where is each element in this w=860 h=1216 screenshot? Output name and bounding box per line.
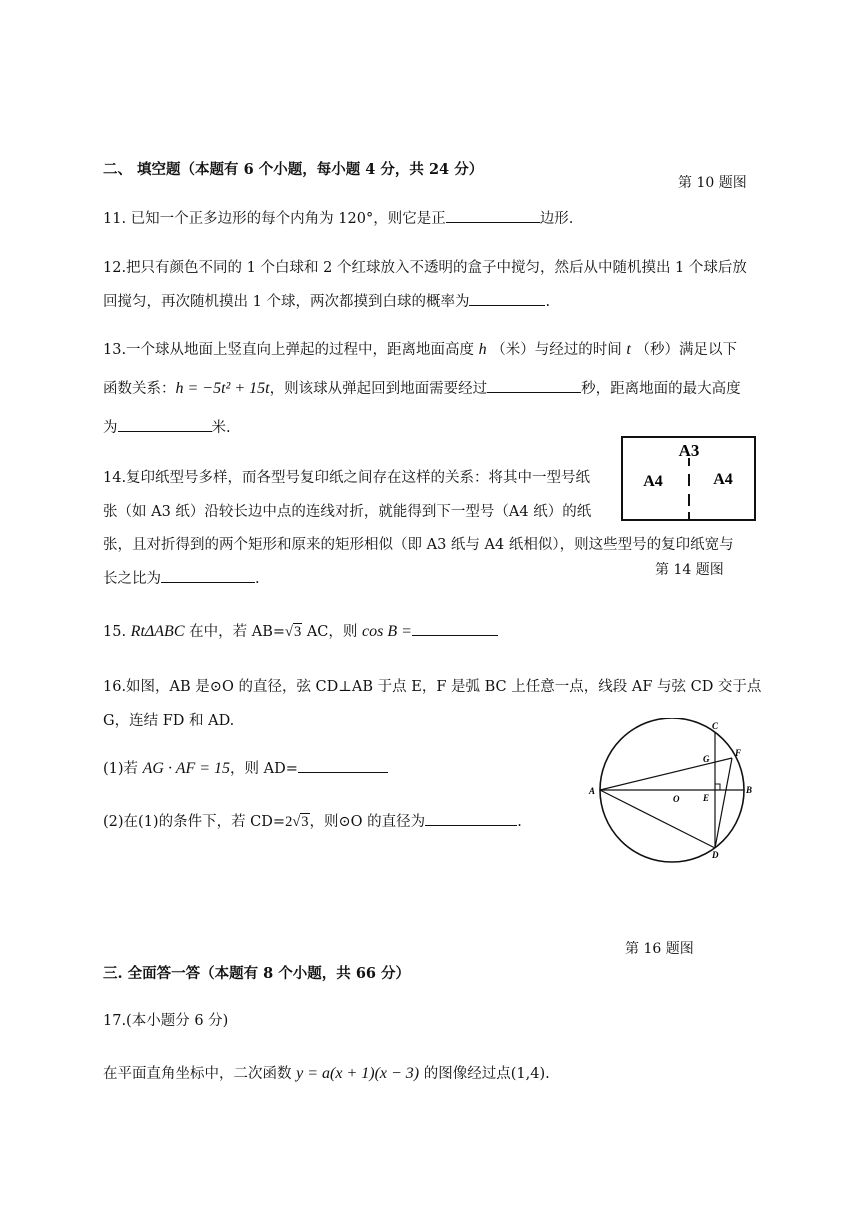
q17-text-b: 的图像经过点(1,4). bbox=[419, 1066, 550, 1082]
q16-p1-text-a: (1)若 bbox=[103, 761, 143, 777]
q16-part-1 bbox=[103, 757, 388, 778]
q14-line-3: 张，且对折得到的两个矩形和原来的矩形相似（即 A3 纸与 A4 纸相似），则这些型号的复印纸宽与 bbox=[103, 537, 734, 553]
question-11 bbox=[103, 207, 573, 228]
q15-radicand: 3 bbox=[293, 624, 302, 640]
section-2-title: 二、 填空题（本题有 6 个小题，每小题 4 分，共 24 分） bbox=[103, 161, 484, 178]
segment-af bbox=[600, 758, 732, 790]
segment-ad bbox=[600, 790, 715, 848]
question-15: 15. RtΔABC 在中，若 AB=√3 AC，则 cos B = bbox=[103, 620, 498, 641]
q16-p2-end: . bbox=[517, 814, 522, 830]
q13-var-h: h bbox=[478, 341, 487, 358]
q12-line-1: 12.把只有颜色不同的 1 个白球和 2 个红球放入不透明的盒子中搅匀，然后从中随机摸出 1 个球后放 bbox=[103, 260, 747, 276]
q11-suffix: 边形. bbox=[539, 211, 574, 227]
q13-line-3 bbox=[103, 416, 231, 437]
figure-16 bbox=[586, 718, 756, 866]
q17-formula: y = a(x + 1)(x − 3) bbox=[296, 1065, 420, 1082]
q14-line-4-text: 长之比为 bbox=[103, 571, 161, 587]
q13-text-e: ，则该球从弹起回到地面需要经过 bbox=[269, 381, 488, 397]
q12-end: . bbox=[545, 294, 551, 310]
q17-head: 17.(本小题分 6 分) bbox=[103, 1013, 229, 1029]
q16-line-2: G，连结 FD 和 AD. bbox=[103, 713, 235, 729]
q13-text-a: 13.一个球从地面上竖直向上弹起的过程中，距离地面高度 bbox=[103, 342, 475, 358]
q13-answer-blank-1[interactable] bbox=[487, 377, 581, 393]
q12-line-2-text: 回搅匀，再次随机摸出 1 个球，两次都摸到白球的概率为 bbox=[103, 294, 470, 310]
q16-p2-text-b: ，则⊙O 的直径为 bbox=[309, 814, 426, 830]
q13-text-b: （米）与经过的时间 bbox=[491, 342, 622, 358]
label-a3: A3 bbox=[678, 441, 700, 460]
section-3-title: 三. 全面答一答（本题有 8 个小题，共 66 分） bbox=[103, 965, 411, 982]
q13-formula: h = −5t² + 15t bbox=[175, 380, 270, 397]
q11-answer-blank[interactable] bbox=[446, 207, 540, 223]
q13-var-t: t bbox=[626, 341, 631, 358]
q16-p1-answer-blank[interactable] bbox=[298, 757, 388, 773]
q13-line-1 bbox=[103, 338, 737, 359]
q14-line-2: 张（如 A3 纸）沿较长边中点的连线对折，就能得到下一型号（A4 纸）的纸 bbox=[103, 504, 592, 520]
figure-14-caption: 第 14 题图 bbox=[655, 562, 724, 578]
q16-p2-value: 2√3 bbox=[285, 814, 309, 830]
label-o: O bbox=[673, 794, 680, 804]
q15-triangle: RtΔABC bbox=[130, 623, 185, 640]
q13-answer-blank-2[interactable] bbox=[118, 416, 212, 432]
label-d: D bbox=[712, 850, 719, 860]
q13-line-2 bbox=[103, 377, 741, 398]
label-c: C bbox=[712, 721, 719, 731]
q16-p2-radicand: 3 bbox=[301, 814, 309, 830]
label-a4-right: A4 bbox=[713, 471, 733, 488]
q16-part-2 bbox=[103, 810, 522, 831]
q14-line-1: 14.复印纸型号多样，而各型号复印纸之间存在这样的关系：将其中一型号纸 bbox=[103, 470, 591, 486]
q15-answer-blank[interactable] bbox=[412, 620, 498, 636]
q16-p2-text-a: (2)在(1)的条件下，若 CD= bbox=[103, 814, 286, 830]
figure-14 bbox=[621, 436, 757, 522]
label-a: A bbox=[589, 786, 596, 796]
q14-answer-blank[interactable] bbox=[161, 567, 255, 583]
right-angle-mark bbox=[715, 784, 720, 790]
q16-p1-text-b: ，则 AD= bbox=[230, 761, 298, 777]
q15-text-b: AC，则 bbox=[302, 624, 363, 640]
q16-p2-coef: 2 bbox=[285, 814, 293, 830]
figure-16-caption: 第 16 题图 bbox=[625, 941, 694, 957]
figure-14-paper-diagram bbox=[621, 436, 757, 522]
q12-line-2 bbox=[103, 290, 550, 311]
label-f: F bbox=[735, 748, 742, 758]
q17-text-a: 在平面直角坐标中，二次函数 bbox=[103, 1066, 297, 1082]
q13-text-d: 函数关系： bbox=[103, 381, 176, 397]
q17-text bbox=[103, 1062, 550, 1083]
q14-end: . bbox=[255, 571, 260, 587]
q12-answer-blank[interactable] bbox=[469, 290, 545, 306]
label-g: G bbox=[703, 754, 710, 764]
q13-text-f: 秒，距离地面的最大高度 bbox=[581, 381, 741, 397]
q13-text-g: 为 bbox=[103, 420, 118, 436]
q15-sqrt: √3 bbox=[285, 624, 302, 640]
q14-line-4 bbox=[103, 567, 260, 588]
label-a4-left: A4 bbox=[643, 473, 663, 490]
q16-line-1: 16.如图，AB 是⊙O 的直径，弦 CD⊥AB 于点 E，F 是弧 BC 上任意一点，线段 AF 与弦 CD 交于点 bbox=[103, 679, 762, 695]
q11-prefix: 11. 已知一个正多边形的每个内角为 120°，则它是正 bbox=[103, 211, 446, 227]
label-e: E bbox=[703, 793, 710, 803]
q13-text-h: 米. bbox=[211, 420, 231, 436]
q16-p1-formula: AG · AF = 15 bbox=[142, 760, 231, 777]
q13-text-c: （秒）满足以下 bbox=[635, 342, 737, 358]
figure-10-caption: 第 10 题图 bbox=[678, 175, 747, 191]
q16-p2-answer-blank[interactable] bbox=[425, 810, 517, 826]
label-b: B bbox=[746, 785, 753, 795]
q15-text-a: 在中，若 AB= bbox=[184, 624, 285, 640]
figure-16-circle-diagram bbox=[586, 718, 756, 866]
q15-cos: cos B = bbox=[362, 623, 412, 640]
